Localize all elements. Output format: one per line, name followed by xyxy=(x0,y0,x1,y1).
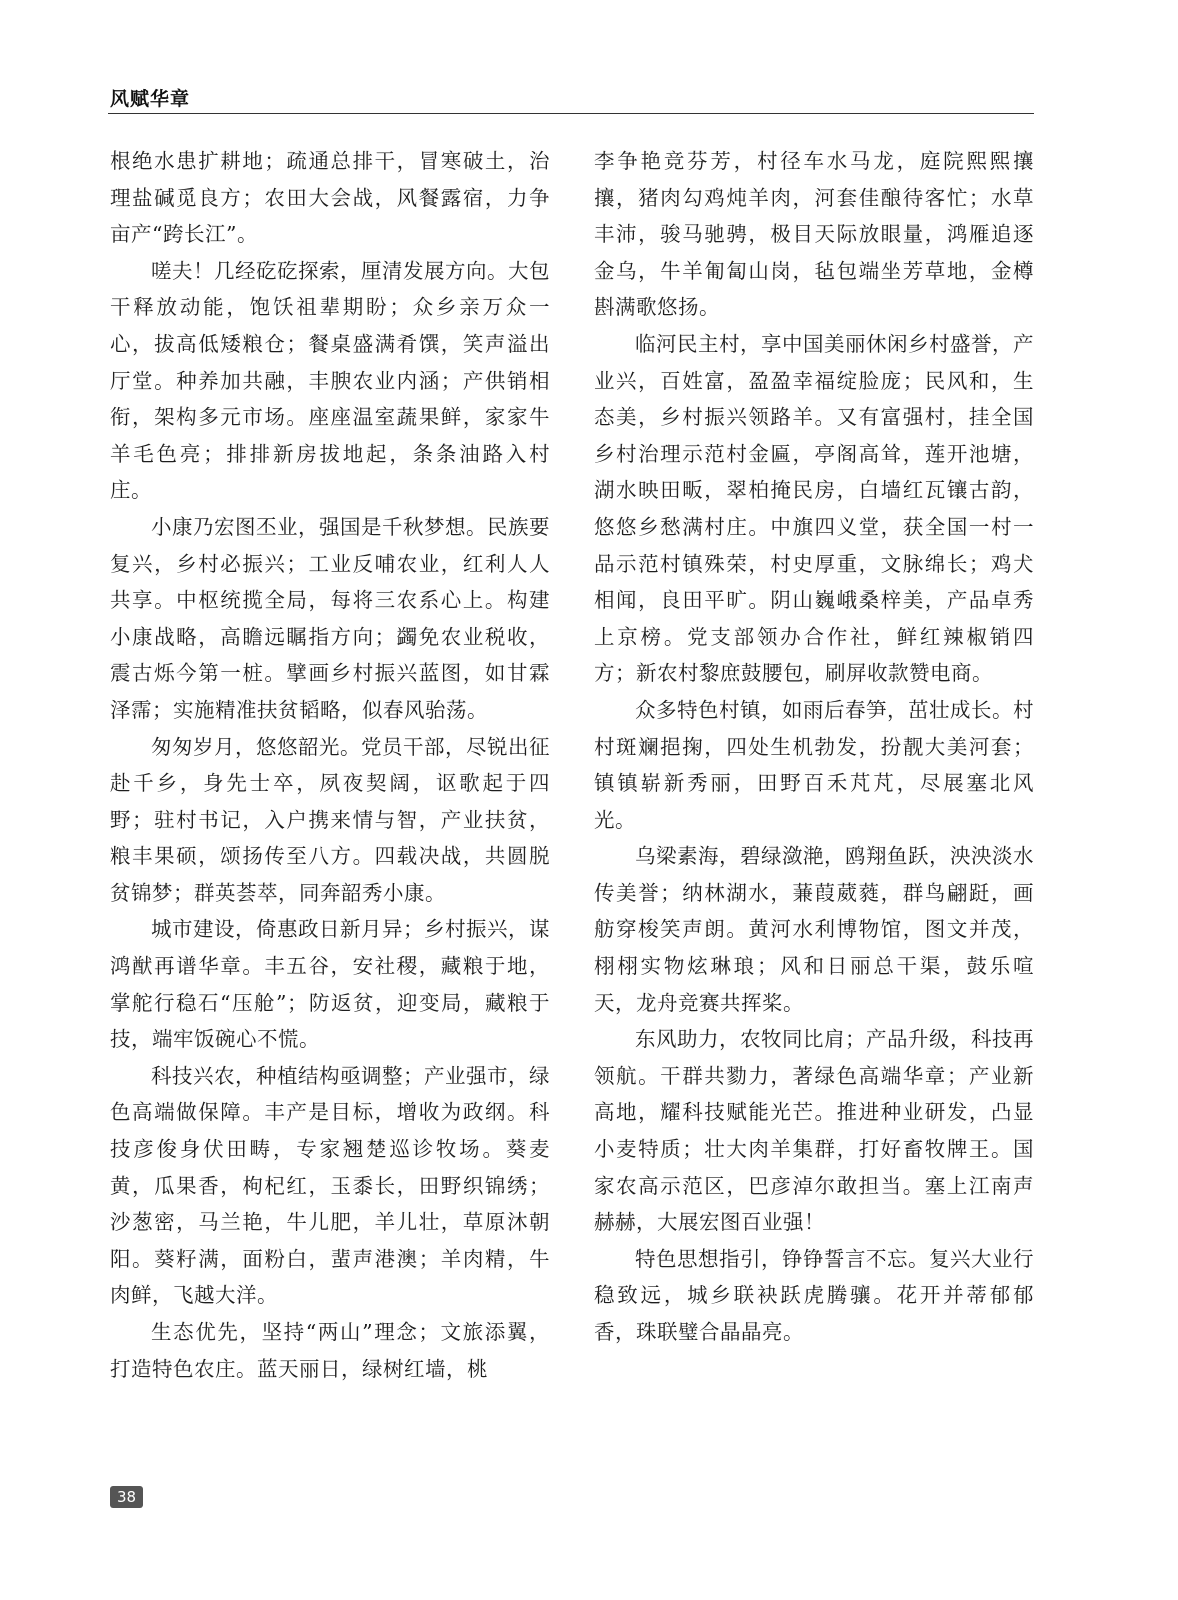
paragraph: 城市建设，倚惠政日新月异；乡村振兴，谋鸿猷再谱华章。丰五谷，安社稷，藏粮于地，掌舵行稳石“压舱”；防返贫，迎变局，藏粮于技，端牢饭碗心不慌。 xyxy=(110,917,550,1052)
text-column-right xyxy=(594,143,1034,1351)
text-column-left xyxy=(110,143,550,1387)
paragraph: 东风助力，农牧同比肩；产品升级，科技再领航。干群共勠力，著绿色高端华章；产业新高地，耀科技赋能光芒。推进种业研发，凸显小麦特质；壮大肉羊集群，打好畜牧牌王。国家农高示范区，巴彦淖尔敢担当。塞上江南声赫赫，大展宏图百业强！ xyxy=(594,1027,1034,1235)
paragraph: 科技兴农，种植结构亟调整；产业强市，绿色高端做保障。丰产是目标，增收为政纲。科技彦俊身伏田畴，专家翘楚巡诊牧场。葵麦黄，瓜果香，枸杞红，玉黍长，田野织锦绣；沙葱密，马兰艳，牛儿肥，羊儿壮，草原沐朝阳。葵籽满，面粉白，蜚声港澳；羊肉精，牛肉鲜，飞越大洋。 xyxy=(110,1063,550,1308)
paragraph: 嗟夫！几经矻矻探索，厘清发展方向。大包干释放动能，饱饫祖辈期盼；众乡亲万众一心，拔高低矮粮仓；餐桌盛满肴馔，笑声溢出厅堂。种养加共融，丰腴农业内涵；产供销相衔，架构多元市场。座座温室蔬果鲜，家家牛羊毛色亮；排排新房拔地起，条条油路入村庄。 xyxy=(110,258,550,503)
paragraph: 小康乃宏图丕业，强国是千秋梦想。民族要复兴，乡村必振兴；工业反哺农业，红利人人共享。中枢统揽全局，每将三农系心上。构建小康战略，高瞻远瞩指方向；蠲免农业税收，震古烁今第一桩。擘画乡村振兴蓝图，如甘霖泽霈；实施精准扶贫韬略，似春风骀荡。 xyxy=(110,514,550,722)
page-number: 38 xyxy=(110,1486,143,1508)
paragraph: 特色思想指引，铮铮誓言不忘。复兴大业行稳致远，城乡联袂跃虎腾骧。花开并蒂郁郁香，珠联璧合晶晶亮。 xyxy=(594,1246,1034,1344)
paragraph: 众多特色村镇，如雨后春笋，茁壮成长。村村斑斓挹掬，四处生机勃发，扮靓大美河套；镇镇崭新秀丽，田野百禾芃芃，尽展塞北风光。 xyxy=(594,697,1034,832)
paragraph: 乌梁素海，碧绿潋滟，鸥翔鱼跃，泱泱淡水传美誉；纳林湖水，蒹葭葳蕤，群鸟翩跹，画舫穿梭笑声朗。黄河水利博物馆，图文并茂，栩栩实物炫琳琅；风和日丽总干渠，鼓乐喧天，龙舟竞赛共挥桨。 xyxy=(594,844,1034,1015)
running-header-title: 风赋华章 xyxy=(110,88,191,110)
paragraph: 临河民主村，享中国美丽休闲乡村盛誉，产业兴，百姓富，盈盈幸福绽脸庞；民风和，生态美，乡村振兴领路羊。又有富强村，挂全国乡村治理示范村金匾，亭阁高耸，莲开池塘，湖水映田畈，翠柏掩民房，白墙红瓦镶古韵，悠悠乡愁满村庄。中旗四义堂，获全国一村一品示范村镇殊荣，村史厚重，文脉绵长；鸡犬相闻，良田平旷。阴山巍峨桑梓美，产品卓秀上京榜。党支部领办合作社，鲜红辣椒销四方；新农村黎庶鼓腰包，刷屏收款赞电商。 xyxy=(594,331,1034,686)
paragraph: 匆匆岁月，悠悠韶光。党员干部，尽锐出征赴千乡，身先士卒，夙夜契阔，讴歌起于四野；驻村书记，入户携来情与智，产业扶贫，粮丰果硕，颂扬传至八方。四载决战，共圆脱贫锦梦；群英荟萃，同奔韶秀小康。 xyxy=(110,734,550,905)
paragraph: 生态优先，坚持“两山”理念；文旅添翼，打造特色农庄。蓝天丽日，绿树红墙，桃 xyxy=(110,1320,550,1381)
header-rule xyxy=(108,113,1034,114)
paragraph: 李争艳竞芬芳，村径车水马龙，庭院熙熙攘攘，猪肉勾鸡炖羊肉，河套佳酿待客忙；水草丰沛，骏马驰骋，极目天际放眼量，鸿雁追逐金乌，牛羊匍匐山岗，毡包端坐芳草地，金樽斟满歌悠扬。 xyxy=(594,149,1034,320)
paragraph: 根绝水患扩耕地；疏通总排干，冒寒破土，治理盐碱觅良方；农田大会战，风餐露宿，力争亩产“跨长江”。 xyxy=(110,149,550,247)
